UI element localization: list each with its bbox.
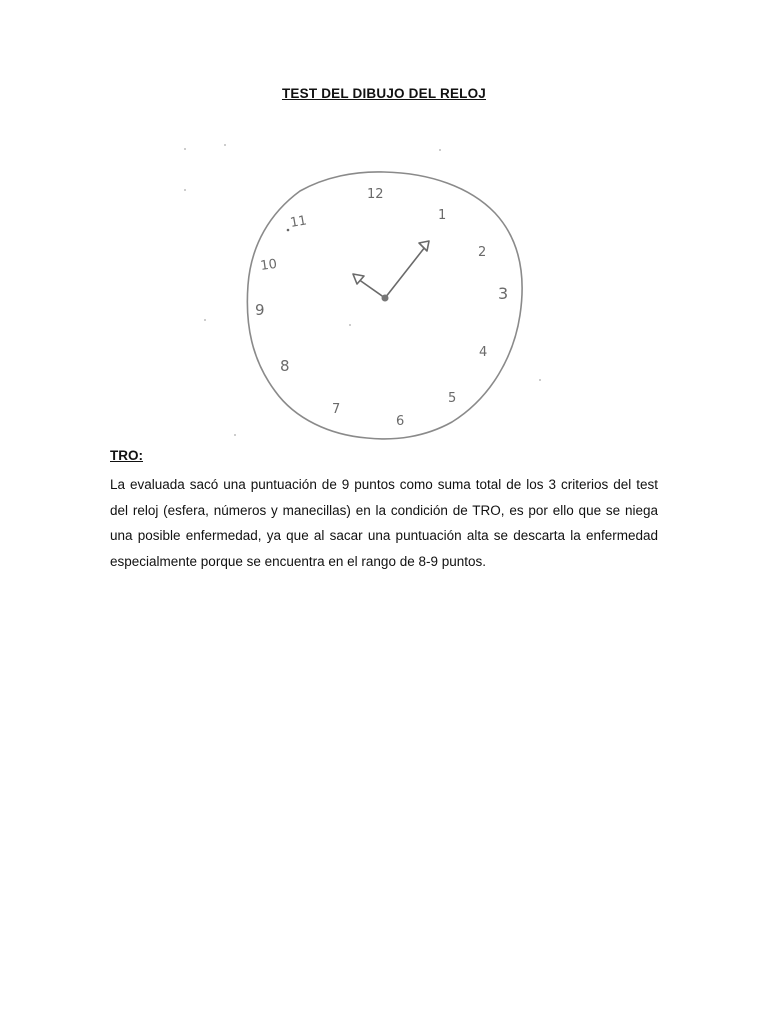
section-heading-tro: TRO: bbox=[110, 448, 143, 463]
page-title: TEST DEL DIBUJO DEL RELOJ bbox=[281, 86, 487, 101]
clock-face bbox=[247, 172, 522, 439]
clock-number-1: 1 bbox=[438, 208, 447, 223]
clock-number-5: 5 bbox=[448, 391, 457, 406]
clock-number-10: 10 bbox=[259, 256, 278, 274]
clock-number-8: 8 bbox=[280, 357, 290, 375]
clock-drawing bbox=[170, 135, 550, 450]
clock-number-7: 7 bbox=[332, 402, 341, 417]
clock-center bbox=[382, 295, 389, 302]
body-paragraph: La evaluada sacó una puntuación de 9 puntos como suma total de los 3 criterios del test del reloj (esfera, números y manecillas) en la condición de TRO, es por ello que se niega una posible enfermedad, ya que al sacar una puntuación alta se descarta la enfermedad especialmente porque se encuentra en el rango de 8-9 puntos. bbox=[110, 477, 658, 569]
clock-number-2: 2 bbox=[478, 245, 487, 260]
clock-number-3: 3 bbox=[498, 284, 509, 303]
clock-number-11: 11 bbox=[289, 213, 308, 231]
clock-number-12: 12 bbox=[367, 187, 384, 202]
clock-number-4: 4 bbox=[479, 345, 488, 360]
clock-hands bbox=[353, 241, 429, 298]
clock-number-6: 6 bbox=[396, 414, 405, 429]
clock-number-9: 9 bbox=[255, 301, 265, 319]
